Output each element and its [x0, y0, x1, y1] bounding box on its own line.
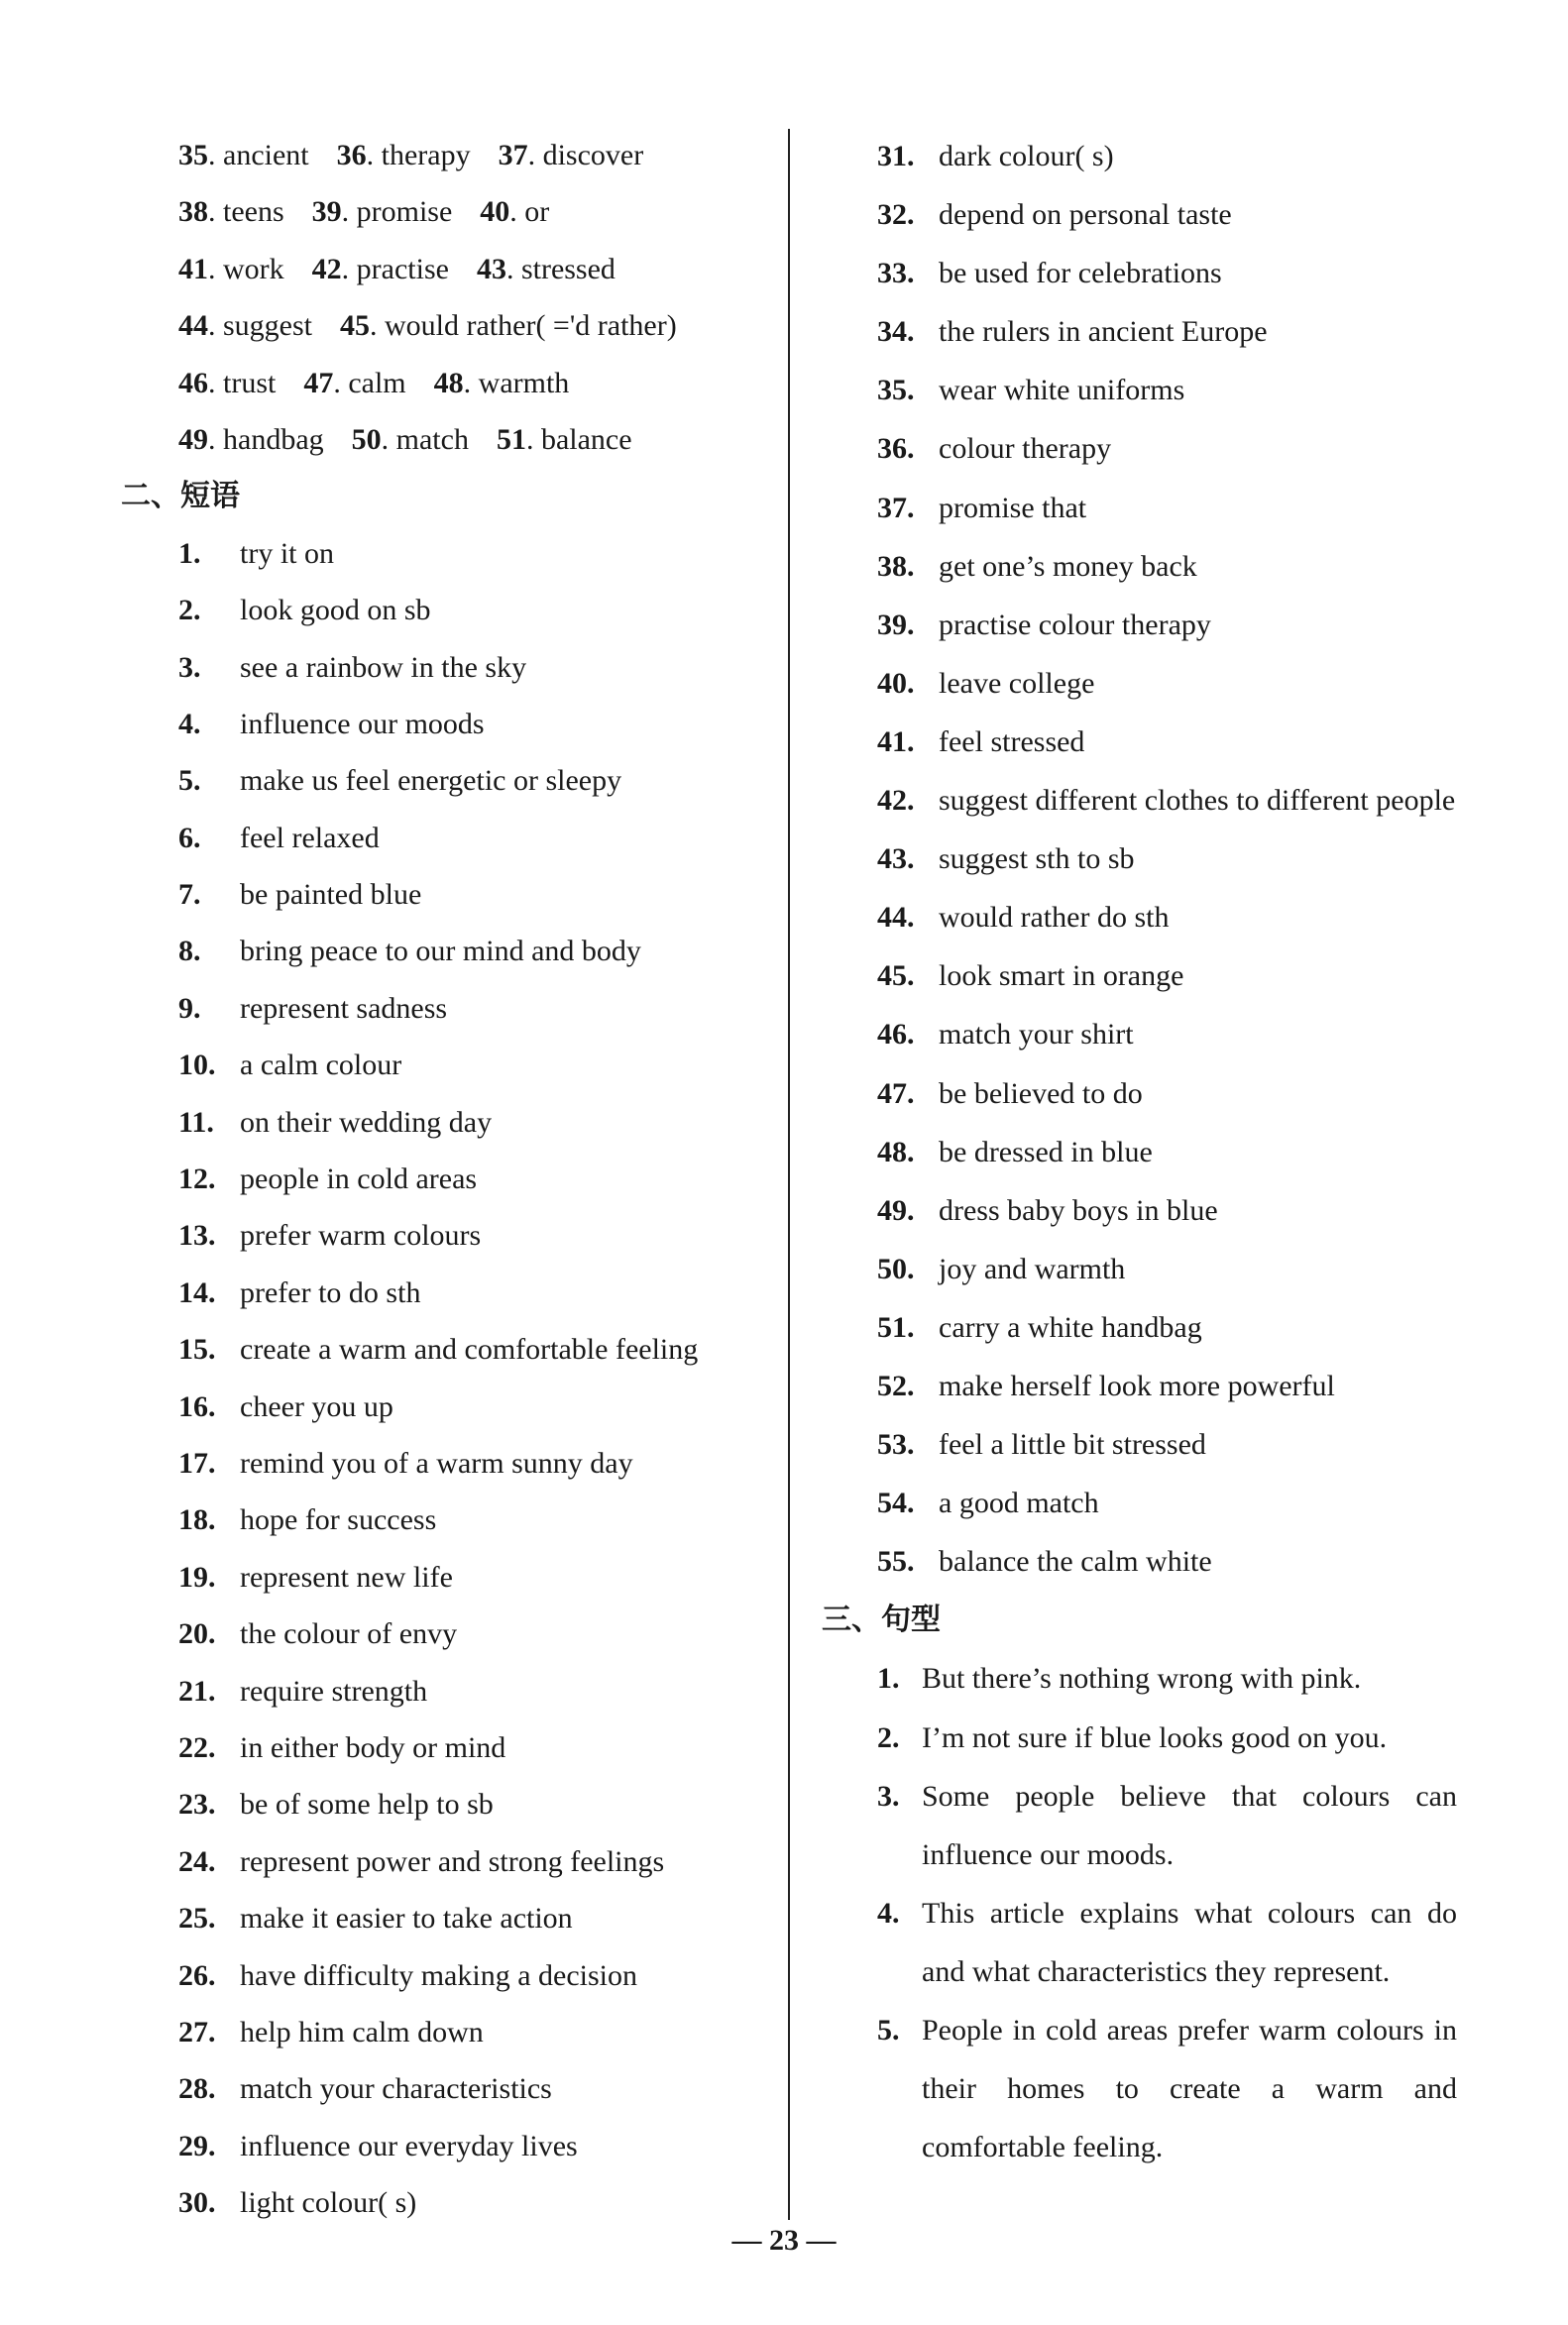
phrase-text: feel relaxed: [240, 821, 380, 854]
item-number: 21.: [178, 1674, 216, 1708]
phrase-text: hope for success: [240, 1503, 437, 1537]
item-number-value: 22: [178, 1730, 208, 1764]
phrase-item: [178, 1151, 773, 1207]
vocab-word: match: [395, 422, 469, 456]
phrase-item: [178, 923, 773, 979]
phrase-item: [877, 361, 1457, 419]
vocab-row: 38. teens 39. promise 40. or: [178, 195, 550, 229]
vocab-word: suggest: [223, 309, 312, 343]
phrase-text: try it on: [240, 536, 334, 570]
phrase-text: would rather do sth: [939, 901, 1170, 935]
item-number-value: 3: [178, 650, 193, 684]
item-number-value: 33: [877, 257, 907, 290]
item-number: 33.: [877, 257, 915, 290]
item-number: 54.: [877, 1487, 915, 1520]
item-number: 36.: [877, 432, 915, 466]
item-number-value: 17: [178, 1446, 208, 1480]
sentence-item: [877, 2001, 1457, 2176]
right-column: [822, 127, 1457, 2176]
item-number: 51: [496, 422, 526, 456]
item-number: 45.: [877, 959, 915, 993]
item-number-value: 12: [178, 1162, 208, 1196]
item-number: 45: [340, 309, 370, 343]
phrase-text: in either body or mind: [240, 1730, 506, 1764]
left-column: [121, 127, 773, 2231]
phrase-item: [178, 1947, 773, 2004]
item-number: 7.: [178, 878, 201, 912]
item-number: 42: [311, 252, 342, 285]
item-number: 6.: [178, 821, 201, 854]
item-number: 43.: [877, 842, 915, 876]
phrase-item: [178, 1265, 773, 1321]
item-number: 37.: [877, 491, 915, 524]
item-number: 50.: [877, 1252, 915, 1285]
item-number: 19.: [178, 1560, 216, 1594]
vocab-word: warmth: [478, 366, 570, 399]
item-number-value: 18: [178, 1503, 208, 1537]
item-number-value: 28: [178, 2072, 208, 2106]
item-number-value: 46: [877, 1018, 907, 1052]
item-number: 40.: [877, 666, 915, 700]
phrase-item: [877, 1532, 1457, 1591]
phrase-item: [178, 1435, 773, 1492]
phrase-text: light colour( s): [240, 2186, 417, 2220]
item-number-value: 11: [178, 1105, 207, 1139]
item-number: 35.: [877, 374, 915, 407]
phrase-item: [178, 2060, 773, 2117]
vocab-word: promise: [356, 195, 453, 229]
item-number: 8.: [178, 935, 201, 968]
item-number: 41: [178, 252, 208, 285]
item-number-value: 9: [178, 991, 193, 1025]
item-number-value: 4: [178, 707, 193, 740]
phrase-item: [178, 2174, 773, 2231]
phrase-item: [178, 866, 773, 923]
vocab-word: handbag: [223, 422, 324, 456]
item-number-value: 21: [178, 1674, 208, 1708]
item-number: 16.: [178, 1389, 216, 1423]
item-number: 14.: [178, 1275, 216, 1309]
phrase-text: cheer you up: [240, 1389, 393, 1423]
item-number: 42.: [877, 784, 915, 818]
phrase-text: be of some help to sb: [240, 1788, 494, 1822]
vocab-row: 41. work 42. practise 43. stressed: [178, 252, 616, 285]
phrase-item: [178, 2118, 773, 2174]
phrase-text: feel a little bit stressed: [939, 1428, 1206, 1462]
vocab-word: stressed: [520, 252, 616, 285]
item-number-value: 25: [178, 1902, 208, 1936]
item-number-value: 54: [877, 1487, 907, 1520]
item-number: 48.: [877, 1135, 915, 1168]
item-number-value: 41: [877, 724, 907, 758]
phrase-item: [877, 1474, 1457, 1532]
vocab-word: therapy: [381, 139, 471, 171]
phrase-item: [178, 1379, 773, 1435]
phrase-text: have difficulty making a decision: [240, 1958, 638, 1992]
item-number-value: 40: [877, 666, 907, 700]
item-number: 17.: [178, 1446, 216, 1480]
phrase-text: make herself look more powerful: [939, 1369, 1335, 1402]
phrase-item: [877, 1298, 1457, 1357]
phrase-item: [178, 1094, 773, 1151]
item-number-value: 26: [178, 1958, 208, 1992]
item-number-value: 23: [178, 1788, 208, 1822]
item-number: 2.: [178, 594, 201, 627]
item-number: 50: [351, 422, 382, 456]
section-heading-sentences: 三、句型: [822, 1603, 941, 1638]
phrase-item: [178, 752, 773, 809]
item-number: 43: [476, 252, 506, 285]
item-number: 46.: [877, 1018, 915, 1052]
item-number: 32.: [877, 198, 915, 232]
item-number-value: 4: [877, 1896, 892, 1930]
phrase-text: represent sadness: [240, 991, 448, 1025]
phrase-item: [877, 1357, 1457, 1415]
item-number: 10.: [178, 1049, 216, 1082]
phrase-item: [877, 1240, 1457, 1298]
phrase-text: a calm colour: [240, 1049, 402, 1082]
item-number-value: 36: [877, 432, 907, 466]
phrase-text: influence our moods: [240, 707, 485, 740]
vocab-row: 49. handbag 50. match 51. balance: [178, 422, 632, 456]
phrase-text: feel stressed: [939, 724, 1085, 758]
item-number: 1.: [877, 1662, 900, 1696]
phrase-item: [877, 888, 1457, 946]
item-number: 4.: [178, 707, 201, 740]
phrase-text: make us feel energetic or sleepy: [240, 764, 622, 798]
item-number-value: 14: [178, 1275, 208, 1309]
phrase-text: suggest sth to sb: [939, 842, 1135, 876]
item-number-value: 1: [178, 536, 193, 570]
phrase-item: [178, 525, 773, 582]
item-number: 44: [178, 309, 208, 343]
phrase-item: [178, 1776, 773, 1832]
item-number: 36: [336, 139, 367, 171]
item-number: 3.: [877, 1779, 900, 1813]
item-number-value: 51: [877, 1310, 907, 1344]
item-number-value: 2: [877, 1720, 892, 1754]
phrase-text: the colour of envy: [240, 1617, 458, 1651]
phrase-item: [178, 1321, 773, 1378]
phrase-item: [178, 639, 773, 696]
item-number-value: 5: [178, 764, 193, 798]
item-number: 27.: [178, 2015, 216, 2048]
item-number-value: 42: [877, 784, 907, 818]
phrase-text: joy and warmth: [939, 1252, 1126, 1285]
phrase-text: suggest different clothes to different people: [939, 784, 1456, 818]
item-number: 13.: [178, 1219, 216, 1253]
phrase-item: [877, 127, 1457, 185]
page-number: — 23 —: [731, 2224, 837, 2257]
vocab-word: discover: [542, 139, 644, 171]
item-number-value: 32: [877, 198, 907, 232]
vocab-word: would rather( ='d rather): [385, 309, 677, 343]
item-number-value: 39: [877, 608, 907, 641]
item-number-value: 38: [877, 549, 907, 583]
column-divider: [788, 129, 790, 2220]
phrase-item: [877, 830, 1457, 888]
phrase-item: [178, 582, 773, 638]
phrase-item: [877, 479, 1457, 537]
phrase-item: [877, 1415, 1457, 1474]
item-number-value: 47: [877, 1076, 907, 1110]
item-number-value: 8: [178, 935, 193, 968]
sentence-item: [877, 1709, 1457, 1767]
item-number-value: 20: [178, 1617, 208, 1651]
item-number-value: 52: [877, 1369, 907, 1402]
item-number: 48: [433, 366, 464, 399]
sentence-item: [877, 1649, 1457, 1708]
phrase-text: make it easier to take action: [240, 1902, 573, 1936]
phrase-text: dark colour( s): [939, 140, 1114, 172]
phrase-text: represent power and strong feelings: [240, 1844, 665, 1878]
phrase-text: carry a white handbag: [939, 1310, 1202, 1344]
item-number: 49.: [877, 1193, 915, 1227]
item-number-value: 15: [178, 1333, 208, 1367]
phrase-text: dress baby boys in blue: [939, 1193, 1218, 1227]
phrase-text: a good match: [939, 1487, 1099, 1520]
section-heading-phrases: 二、短语: [121, 479, 240, 514]
phrase-item: [877, 419, 1457, 478]
phrase-item: [178, 1890, 773, 1946]
item-number: 47: [303, 366, 334, 399]
item-number: 22.: [178, 1730, 216, 1764]
item-number: 55.: [877, 1545, 915, 1579]
phrase-text: the rulers in ancient Europe: [939, 315, 1268, 349]
item-number-value: 10: [178, 1049, 208, 1082]
item-number-value: 49: [877, 1193, 907, 1227]
phrase-text: match your characteristics: [240, 2072, 552, 2106]
item-number-value: 35: [877, 374, 907, 407]
phrase-text: be believed to do: [939, 1076, 1143, 1110]
item-number: 5.: [178, 764, 201, 798]
phrase-text: create a warm and comfortable feeling: [240, 1333, 699, 1367]
item-number: 35: [178, 139, 208, 171]
item-number: 12.: [178, 1162, 216, 1196]
phrase-item: [178, 1492, 773, 1548]
phrase-text: get one’s money back: [939, 549, 1197, 583]
item-number: 34.: [877, 315, 915, 349]
vocab-word: work: [223, 252, 284, 285]
sentence-text: People in cold areas prefer warm colours in their homes to create a warm and comfortable feeling.: [922, 2014, 1457, 2164]
item-number: 1.: [178, 536, 201, 570]
phrase-item: [178, 980, 773, 1037]
phrase-item: [877, 1005, 1457, 1063]
item-number-value: 2: [178, 594, 193, 627]
item-number: 39: [311, 195, 342, 229]
item-number: 52.: [877, 1369, 915, 1402]
item-number: 51.: [877, 1310, 915, 1344]
phrase-item: [877, 244, 1457, 302]
item-number: 46: [178, 366, 208, 399]
item-number: 40: [480, 195, 510, 229]
sentence-text: I’m not sure if blue looks good on you.: [922, 1720, 1388, 1754]
phrase-item: [178, 696, 773, 752]
item-number: 18.: [178, 1503, 216, 1537]
vocab-word: ancient: [223, 139, 309, 171]
phrase-text: be painted blue: [240, 878, 422, 912]
phrase-text: match your shirt: [939, 1018, 1134, 1052]
item-number: 20.: [178, 1617, 216, 1651]
item-number: 39.: [877, 608, 915, 641]
item-number-value: 19: [178, 1560, 208, 1594]
item-number: 25.: [178, 1902, 216, 1936]
phrase-text: bring peace to our mind and body: [240, 935, 641, 968]
phrase-text: see a rainbow in the sky: [240, 650, 527, 684]
item-number: 15.: [178, 1333, 216, 1367]
phrase-text: look smart in orange: [939, 959, 1184, 993]
phrase-item: [178, 1207, 773, 1264]
vocab-word: practise: [356, 252, 449, 285]
item-number: 30.: [178, 2186, 216, 2220]
item-number-value: 31: [877, 140, 907, 172]
phrase-item: [877, 1064, 1457, 1123]
phrase-item: [178, 810, 773, 866]
phrase-item: [877, 654, 1457, 713]
sentence-text: But there’s nothing wrong with pink.: [922, 1662, 1362, 1696]
item-number: 4.: [877, 1896, 900, 1930]
phrase-text: remind you of a warm sunny day: [240, 1446, 633, 1480]
phrase-text: promise that: [939, 491, 1087, 524]
phrase-text: colour therapy: [939, 432, 1112, 466]
item-number-value: 30: [178, 2186, 208, 2220]
phrase-item: [877, 713, 1457, 771]
item-number: 3.: [178, 650, 201, 684]
item-number: 38: [178, 195, 208, 229]
phrase-item: [178, 1605, 773, 1662]
sentence-text: Some people believe that colours can influence our moods.: [922, 1779, 1457, 1871]
item-number: 29.: [178, 2129, 216, 2162]
item-number-value: 29: [178, 2129, 208, 2162]
item-number-value: 1: [877, 1662, 892, 1696]
phrase-text: balance the calm white: [939, 1545, 1212, 1579]
vocab-word: balance: [540, 422, 632, 456]
phrase-text: depend on personal taste: [939, 198, 1232, 232]
item-number-value: 3: [877, 1779, 892, 1813]
item-number-value: 13: [178, 1219, 208, 1253]
item-number-value: 24: [178, 1844, 208, 1878]
item-number-value: 43: [877, 842, 907, 876]
item-number: 53.: [877, 1428, 915, 1462]
sentence-item: [877, 1767, 1457, 1884]
item-number: 28.: [178, 2072, 216, 2106]
item-number: 37: [498, 139, 528, 171]
vocab-row: 35. ancient 36. therapy 37. discover: [178, 139, 644, 171]
phrase-item: [877, 771, 1457, 830]
phrase-text: look good on sb: [240, 594, 431, 627]
item-number-value: 53: [877, 1428, 907, 1462]
phrase-item: [178, 1719, 773, 1776]
item-number: 44.: [877, 901, 915, 935]
phrase-item: [877, 946, 1457, 1005]
item-number: 47.: [877, 1076, 915, 1110]
item-number-value: 6: [178, 821, 193, 854]
sentence-item: [877, 1884, 1457, 2001]
item-number-value: 16: [178, 1389, 208, 1423]
item-number: 24.: [178, 1844, 216, 1878]
item-number: 9.: [178, 991, 201, 1025]
phrase-text: on their wedding day: [240, 1105, 493, 1139]
phrase-item: [877, 185, 1457, 244]
phrase-item: [877, 302, 1457, 361]
phrase-item: [877, 1181, 1457, 1240]
item-number-value: 48: [877, 1135, 907, 1168]
phrase-text: influence our everyday lives: [240, 2129, 578, 2162]
vocab-row: 46. trust 47. calm 48. warmth: [178, 366, 570, 399]
item-number-value: 5: [877, 2014, 892, 2047]
item-number: 31.: [877, 140, 915, 172]
item-number: 38.: [877, 549, 915, 583]
phrase-text: prefer warm colours: [240, 1219, 482, 1253]
phrase-text: people in cold areas: [240, 1162, 478, 1196]
item-number: 2.: [877, 1720, 900, 1754]
phrase-item: [877, 596, 1457, 654]
phrase-text: practise colour therapy: [939, 608, 1211, 641]
item-number-value: 45: [877, 959, 907, 993]
item-number-value: 34: [877, 315, 907, 349]
item-number-value: 50: [877, 1252, 907, 1285]
vocab-word: trust: [223, 366, 277, 399]
phrase-text: require strength: [240, 1674, 428, 1708]
vocab-row: 44. suggest 45. would rather( ='d rather): [178, 309, 677, 343]
phrase-text: be dressed in blue: [939, 1135, 1153, 1168]
item-number: 26.: [178, 1958, 216, 1992]
phrase-item: [877, 1123, 1457, 1181]
phrase-text: leave college: [939, 666, 1095, 700]
item-number: 23.: [178, 1788, 216, 1822]
phrase-item: [178, 1549, 773, 1605]
vocab-word: or: [524, 195, 550, 229]
item-number-value: 7: [178, 878, 193, 912]
sentence-text: This article explains what colours can do and what characteristics they represent.: [922, 1896, 1457, 1988]
phrase-text: prefer to do sth: [240, 1275, 421, 1309]
vocab-word: calm: [348, 366, 406, 399]
item-number: 5.: [877, 2014, 900, 2047]
phrase-text: represent new life: [240, 1560, 453, 1594]
item-number: 41.: [877, 724, 915, 758]
item-number-value: 37: [877, 491, 907, 524]
phrase-item: [178, 2004, 773, 2060]
item-number: 11.: [178, 1105, 214, 1139]
vocab-word: teens: [223, 195, 284, 229]
phrase-item: [877, 537, 1457, 596]
phrase-item: [178, 1663, 773, 1719]
phrase-text: wear white uniforms: [939, 374, 1185, 407]
item-number-value: 44: [877, 901, 907, 935]
phrase-text: help him calm down: [240, 2015, 484, 2048]
item-number-value: 27: [178, 2015, 208, 2048]
phrase-text: be used for celebrations: [939, 257, 1222, 290]
phrase-item: [178, 1833, 773, 1890]
item-number: 49: [178, 422, 208, 456]
phrase-item: [178, 1037, 773, 1093]
item-number-value: 55: [877, 1545, 907, 1579]
